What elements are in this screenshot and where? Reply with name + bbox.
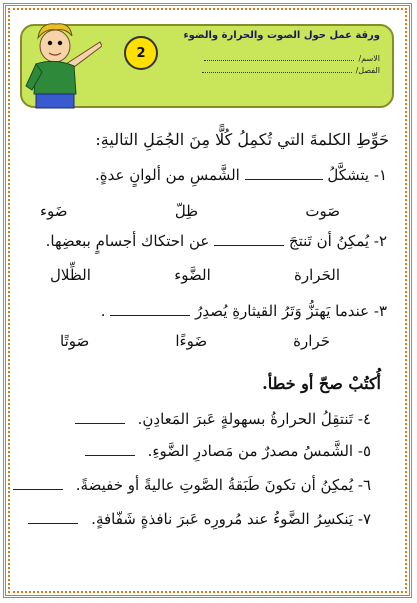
q3-option-3[interactable]: صَوتًا [60,332,90,350]
tf-item-5 [85,442,371,460]
tf-item-5-blank[interactable] [85,455,135,456]
tf-item-7 [28,510,371,528]
class-field[interactable] [202,66,380,75]
q1-option-2[interactable]: ظِلّ [174,202,199,220]
q3-option-1[interactable]: حَرارة [293,332,330,350]
q1-after: الشَّمسِ من ألوانٍ عدةٍ. [95,166,240,184]
instruction-true-false: أُكتُبْ صحّ أو خطأ. [262,374,381,393]
question-1 [95,166,387,184]
name-field[interactable] [204,54,380,63]
instruction-circle: حَوِّطِ الكلمةَ التي تُكمِلُ كُلًّا مِنَ الجُمَلِ التاليةِ: [95,130,389,149]
q3-options [60,332,330,350]
question-2 [46,232,387,250]
q3-before: ٣- عندما يَهتزُّ وَتَرُ القيثارةِ يُصدِرُ [195,302,387,320]
tf-item-4-text: ٤- تَنتقِلُ الحرارةُ بسهولةٍ عَبرَ المَعادِنِ. [137,410,371,428]
q2-option-1[interactable]: الحَرارة [294,266,340,284]
q2-option-3[interactable]: الظِّلال [50,266,91,284]
worksheet-number-badge: 2 [124,36,158,70]
q1-before: ١- يتشكَّلُ [327,166,387,184]
tf-item-5-text: ٥- الشَّمسُ مصدرٌ من مَصادرِ الضَّوءِ. [147,442,371,460]
tf-item-4-blank[interactable] [75,423,125,424]
worksheet-title: ورقة عمل حول الصوت والحرارة والضوء [183,30,380,41]
tf-item-7-text: ٧- يَنكسِرُ الضَّوءُ عند مُرورِه عَبرَ نافذةٍ شَفّافةٍ. [91,510,371,528]
class-line [202,72,352,73]
q2-blank[interactable] [214,245,284,246]
tf-item-6-text: ٦- يُمكِنُ أن تكونَ طَبَقةُ الصَّوتِ عاليةً أو خفيضةً. [75,476,371,494]
q3-after: . [100,302,106,320]
q1-option-3[interactable]: ضَوء [40,202,68,220]
tf-item-7-blank[interactable] [28,523,78,524]
q2-options [50,266,340,284]
tf-item-6-blank[interactable] [13,489,63,490]
q1-blank[interactable] [245,179,323,180]
tf-item-6 [13,476,371,494]
boy-illustration [22,18,102,110]
class-label: الفصل/ [355,66,380,75]
q1-option-1[interactable]: صَوت [305,202,340,220]
name-label: الاسم/ [358,54,380,63]
question-3 [101,302,387,320]
q3-option-2[interactable]: ضَوءًا [175,332,208,350]
tf-item-4 [75,410,371,428]
q1-options [40,202,340,220]
name-line [204,60,354,61]
q2-before: ٢- يُمكِنُ أن تَنتجَ [288,232,387,250]
q2-option-2[interactable]: الضَّوء [174,266,211,284]
q3-blank[interactable] [110,315,190,316]
q2-after: عن احتكاك أجسامٍ ببعضِها. [45,232,210,250]
